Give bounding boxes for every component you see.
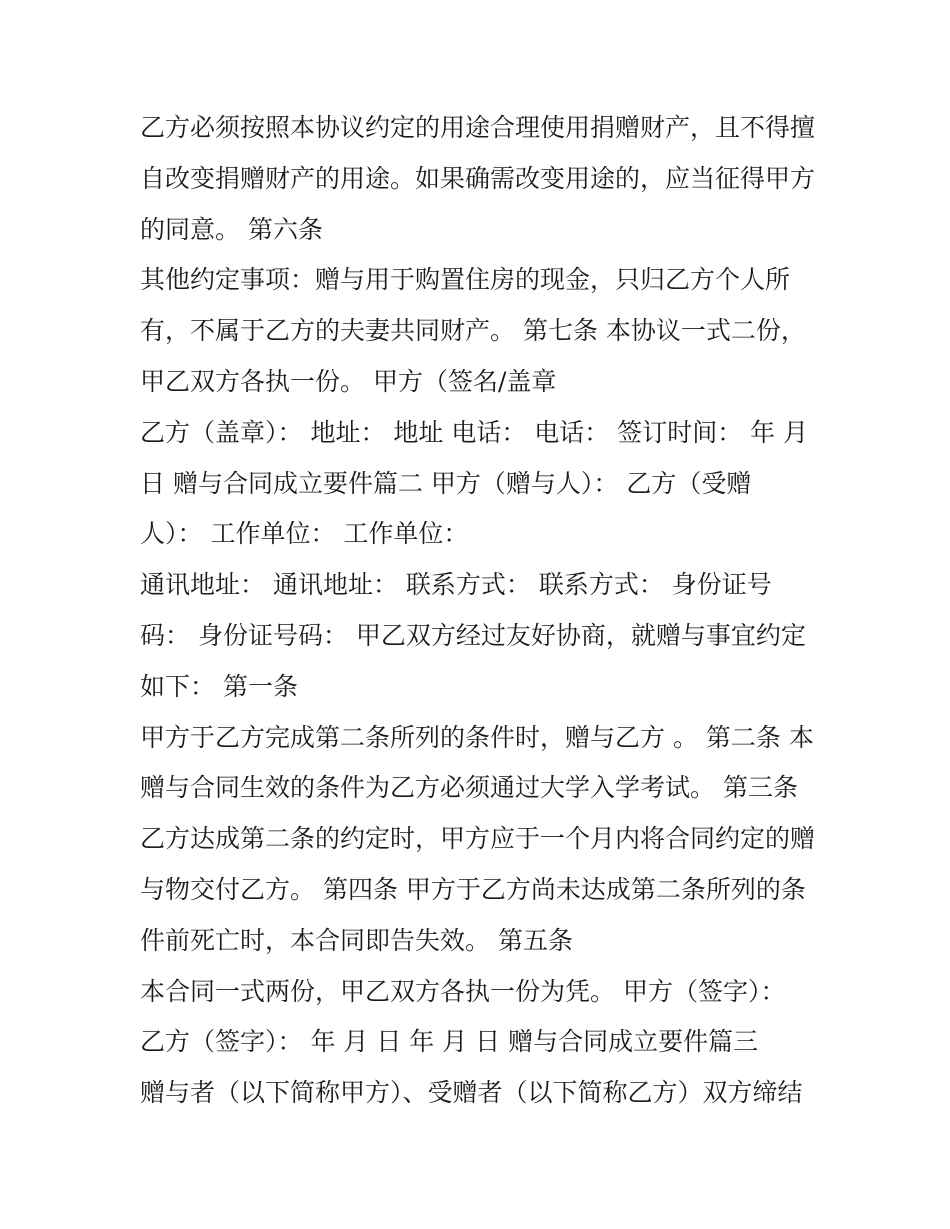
text-line: 通讯地址： 通讯地址： 联系方式： 联系方式： 身份证号: [140, 570, 772, 600]
text-line: 有，不属于乙方的夫妻共同财产。 第七条 本协议一式二份，: [140, 316, 806, 346]
text-line: 赠与者（以下简称甲方）、受赠者（以下简称乙方）双方缔结: [140, 1078, 803, 1108]
text-line: 件前死亡时，本合同即告失效。 第五条: [140, 925, 573, 955]
text-line: 乙方达成第二条的约定时，甲方应于一个月内将合同约定的赠: [140, 824, 816, 854]
text-line: 其他约定事项：赠与用于购置住房的现金，只归乙方个人所: [140, 265, 791, 295]
text-line: 本合同一式两份，甲乙双方各执一份为凭。 甲方（签字）：: [140, 976, 786, 1006]
text-line: 乙方必须按照本协议约定的用途合理使用捐赠财产，且不得擅: [140, 113, 816, 142]
document-body: [140, 103, 840, 1119]
text-line: 码： 身份证号码： 甲乙双方经过友好协商，就赠与事宜约定: [140, 620, 806, 650]
text-line: 的同意。 第六条: [140, 214, 323, 244]
text-line: 赠与合同生效的条件为乙方必须通过大学入学考试。 第三条: [140, 773, 798, 803]
text-line: 乙方（盖章）： 地址： 地址 电话： 电话： 签订时间： 年 月: [140, 417, 809, 447]
text-line: 人）： 工作单位： 工作单位：: [140, 519, 469, 549]
text-line: 乙方（签字）： 年 月 日 年 月 日 赠与合同成立要件篇三: [140, 1027, 759, 1057]
text-line: 日 赠与合同成立要件篇二 甲方（赠与人）： 乙方（受赠: [140, 468, 752, 498]
text-line: 甲乙双方各执一份。 甲方（签名/盖章: [140, 366, 557, 396]
text-line: 甲方于乙方完成第二条所列的条件时，赠与乙方 。 第二条 本: [140, 722, 814, 752]
text-line: 自改变捐赠财产的用途。如果确需改变用途的，应当征得甲方: [140, 163, 816, 193]
text-line: 与物交付乙方。 第四条 甲方于乙方尚未达成第二条所列的条: [140, 874, 806, 904]
text-line: 如下： 第一条: [140, 671, 298, 701]
